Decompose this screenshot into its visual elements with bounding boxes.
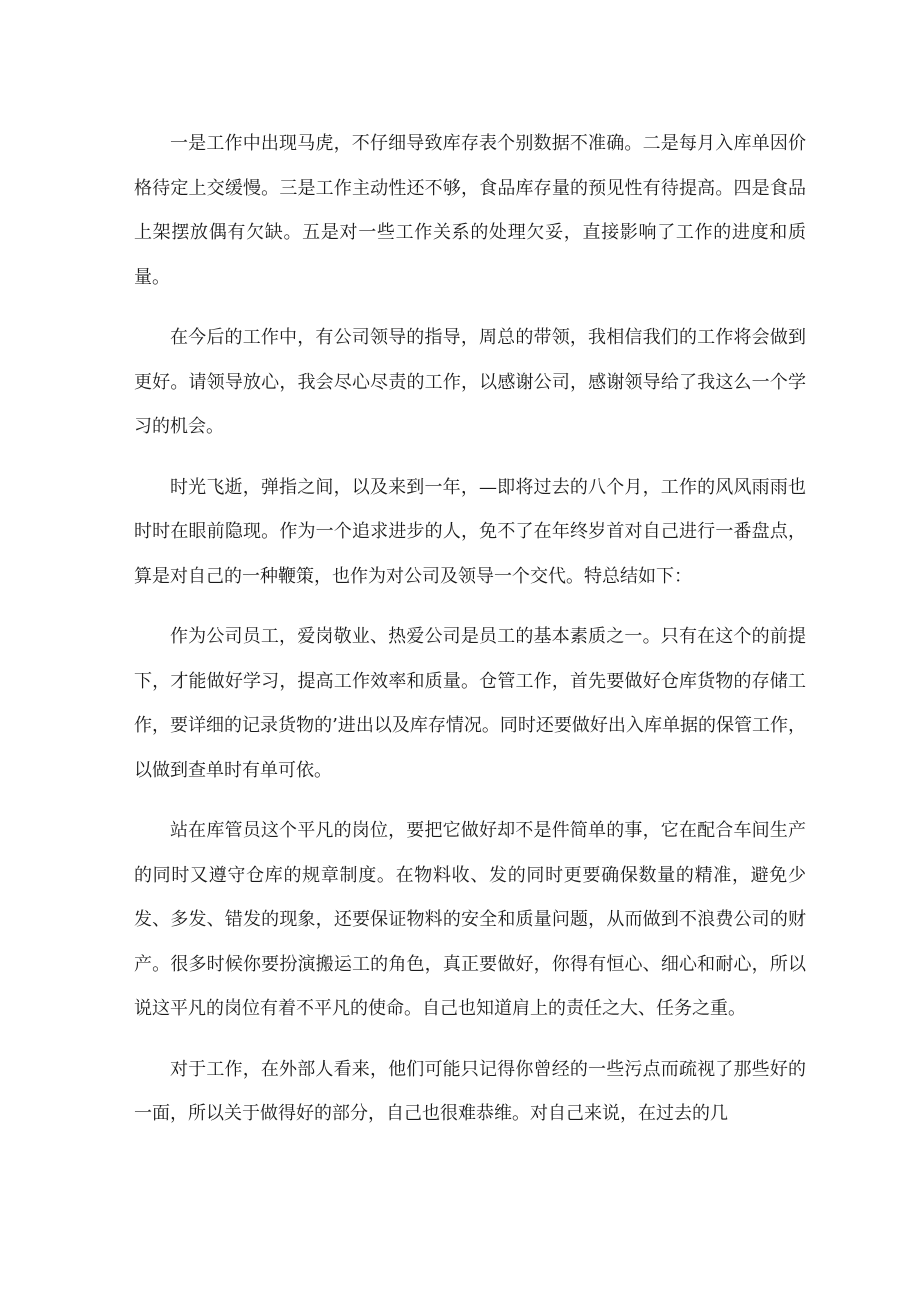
paragraph-2: 在今后的工作中，有公司领导的指导，周总的带领，我相信我们的工作将会做到更好。请领导放心，我会尽心尽责的工作，以感谢公司，感谢领导给了我这么一个学习的机会。 [134,327,806,437]
paragraph-4: 作为公司员工，爱岗敬业、热爱公司是员工的基本素质之一。只有在这个的前提下，才能做好学习，提高工作效率和质量。仓管工作，首先要做好仓库货物的存储工作，要详细的记录货物的’进出以及库存情况。同时还要做好出入库单据的保管工作，以做到查单时有单可依。 [134,626,806,781]
paragraph-5: 站在库管员这个平凡的岗位，要把它做好却不是件简单的事，它在配合车间生产的同时又遵守仓库的规章制度。在物料收、发的同时更要确保数量的精准，避免少发、多发、错发的现象，还要保证物料的安全和质量问题，从而做到不浪费公司的财产。很多时候你要扮演搬运工的角色，真正要做好，你得有恒心、细心和耐心，所以说这平凡的岗位有着不平凡的使命。自己也知道肩上的责任之大、任务之重。 [134,820,806,1019]
document-body [134,122,806,1153]
paragraph-3: 时光飞逝，弹指之间，以及来到一年，—即将过去的八个月，工作的风风雨雨也时时在眼前隐现。作为一个追求进步的人，免不了在年终岁首对自己进行一番盘点，算是对自己的一种鞭策，也作为对公司及领导一个交代。特总结如下： [134,476,806,587]
paragraph-6: 对于工作，在外部人看来，他们可能只记得你曾经的一些污点而疏视了那些好的一面，所以关于做得好的部分，自己也很难恭维。对自己来说，在过去的几 [134,1058,806,1124]
paragraph-1: 一是工作中出现马虎，不仔细导致库存表个别数据不准确。二是每月入库单因价格待定上交缓慢。三是工作主动性还不够，食品库存量的预见性有待提高。四是食品上架摆放偶有欠缺。五是对一些工作关系的处理欠妥，直接影响了工作的进度和质量。 [134,133,806,288]
